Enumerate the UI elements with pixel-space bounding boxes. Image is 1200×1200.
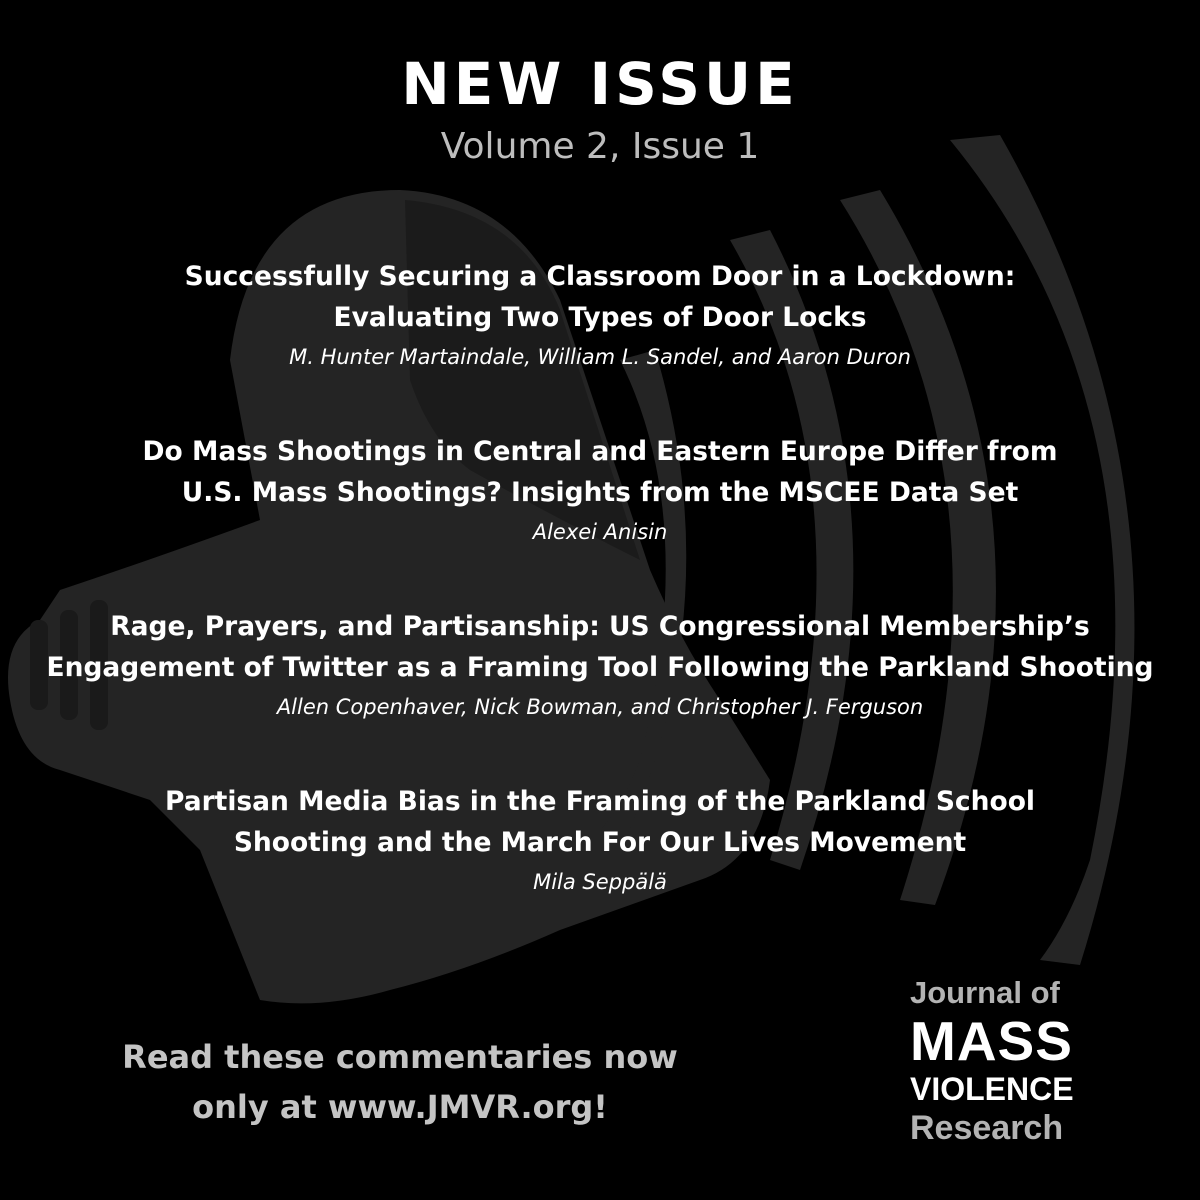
article-item [0, 606, 1200, 723]
header [0, 50, 1200, 170]
logo-line-research: Research [910, 1109, 1064, 1147]
journal-logo [910, 974, 1190, 1148]
article-title-line: Shooting and the March For Our Lives Movement [233, 827, 967, 858]
article-item [0, 781, 1200, 898]
logo-line-mass: MASS [910, 1010, 1073, 1072]
logo-line-violence: VIOLENCE [910, 1071, 1074, 1107]
article-title [0, 431, 1200, 513]
issue-subtitle: Volume 2, Issue 1 [440, 126, 760, 167]
article-list [0, 256, 1200, 956]
article-authors: M. Hunter Martaindale, William L. Sandel, and Aaron Duron [289, 345, 911, 369]
cta-link-line[interactable]: only at www.JMVR.org! [192, 1088, 608, 1126]
article-title [0, 256, 1200, 338]
article-item [0, 431, 1200, 548]
article-title [0, 606, 1200, 688]
call-to-action [100, 1032, 700, 1132]
article-title [0, 781, 1200, 863]
article-authors: Alexei Anisin [532, 520, 668, 544]
article-title-line: Engagement of Twitter as a Framing Tool Following the Parkland Shooting [46, 652, 1154, 683]
article-title-line: Evaluating Two Types of Door Locks [333, 302, 867, 333]
article-title-line: U.S. Mass Shootings? Insights from the MSCEE Data Set [181, 477, 1019, 508]
article-authors: Allen Copenhaver, Nick Bowman, and Christopher J. Ferguson [276, 695, 924, 719]
article-title-line: Partisan Media Bias in the Framing of the Parkland School [164, 786, 1035, 817]
article-authors: Mila Seppälä [533, 870, 667, 894]
article-item [0, 256, 1200, 373]
article-title-line: Successfully Securing a Classroom Door in a Lockdown: [184, 261, 1016, 292]
logo-line-journal-of: Journal of [910, 975, 1060, 1010]
article-title-line: Rage, Prayers, and Partisanship: US Congressional Membership’s [110, 611, 1090, 642]
cta-line: Read these commentaries now [122, 1038, 678, 1076]
headline: NEW ISSUE [401, 50, 799, 118]
article-title-line: Do Mass Shootings in Central and Eastern Europe Differ from [142, 436, 1058, 467]
